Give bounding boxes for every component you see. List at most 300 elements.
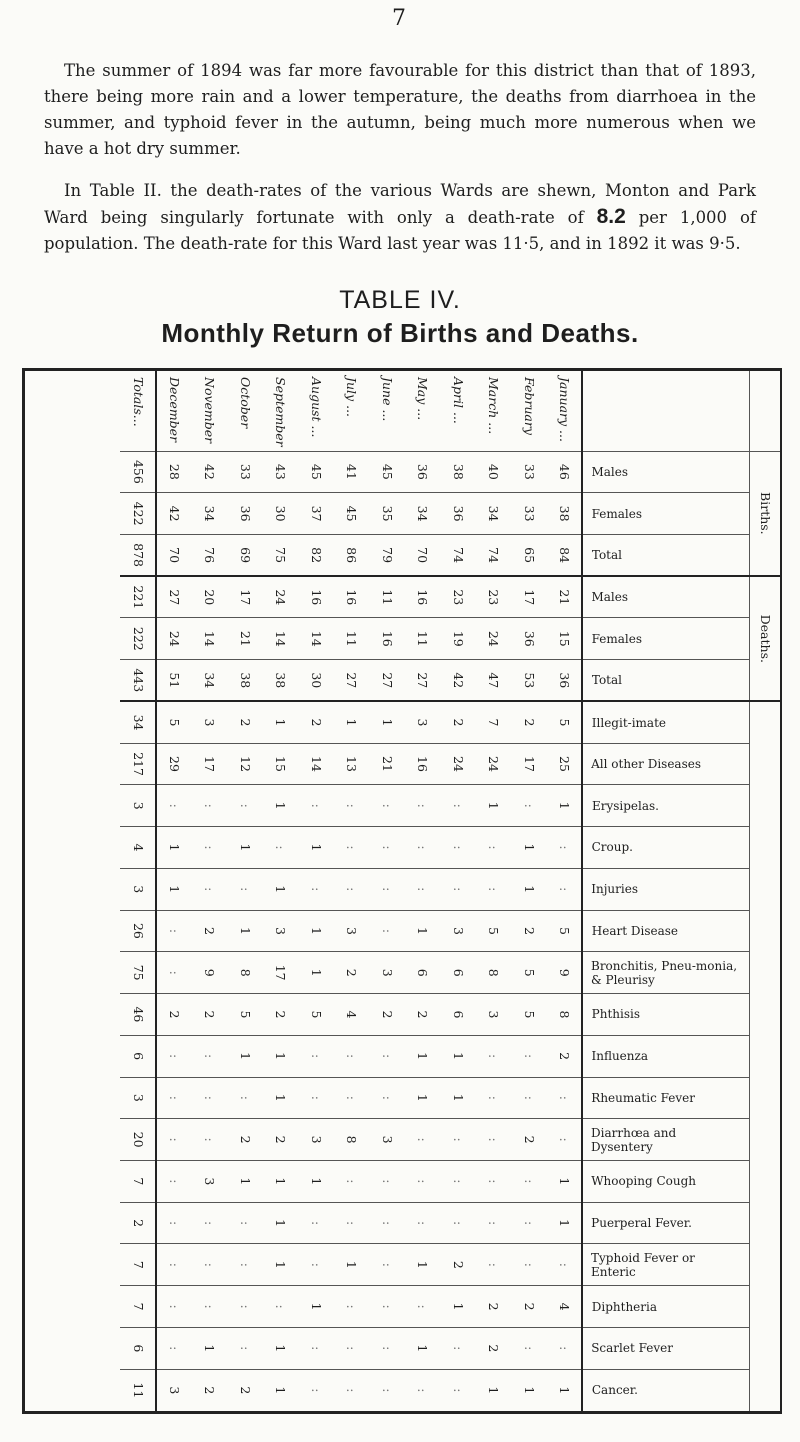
table-cell: 3 (192, 701, 228, 743)
table-cell: 28 (156, 451, 192, 493)
table-cell: 34 (476, 493, 512, 535)
table-cell: 8 (547, 994, 583, 1036)
column-header-label: Total (591, 673, 622, 688)
table-cell: 2 (263, 994, 299, 1036)
table-cell: : (156, 1244, 192, 1286)
table-cell: 7 (121, 1286, 157, 1328)
table-cell: : (476, 868, 512, 910)
table-cell: 1 (156, 868, 192, 910)
table-cell: : (156, 1286, 192, 1328)
column-header-label: Diphtheria (591, 1299, 657, 1314)
table-cell: 16 (405, 576, 441, 618)
table-cell: 1 (405, 910, 441, 952)
table-cell: 45 (369, 451, 405, 493)
table-row (405, 371, 441, 1411)
table-cell: 1 (547, 1369, 583, 1411)
table-cell: : (405, 1160, 441, 1202)
table-cell: 1 (334, 701, 370, 743)
table-cell: 2 (369, 994, 405, 1036)
page-number: 7 (392, 6, 406, 31)
table-cell: 47 (476, 660, 512, 702)
column-header-label: Croup. (591, 840, 633, 855)
table-cell: 5 (511, 952, 547, 994)
column-header (582, 1077, 750, 1119)
column-header-label: Total (591, 548, 622, 563)
table-cell: : (298, 1244, 334, 1286)
table-cell: 2 (227, 701, 263, 743)
table-cell: 14 (192, 618, 228, 660)
table-row (440, 371, 476, 1411)
table-cell: : (547, 868, 583, 910)
table-cell: 24 (476, 618, 512, 660)
column-header-label: Diarrhœa and Dysentery (591, 1125, 677, 1154)
table-cell: : (298, 785, 334, 827)
table-cell: 16 (298, 576, 334, 618)
column-header (582, 534, 750, 576)
table-cell: 1 (263, 785, 299, 827)
table-cell: 2 (227, 1119, 263, 1161)
table-row (156, 371, 192, 1411)
table-cell: 21 (227, 618, 263, 660)
table-cell: 8 (476, 952, 512, 994)
month-cell: November (202, 377, 218, 444)
group-header-row (750, 371, 781, 1411)
table-cell: 84 (547, 534, 583, 576)
table-cell: 3 (405, 701, 441, 743)
table-cell: : (192, 1119, 228, 1161)
table-cell: 1 (547, 1160, 583, 1202)
table-cell: 82 (298, 534, 334, 576)
table-cell: 79 (369, 534, 405, 576)
table-cell: 41 (334, 451, 370, 493)
table-cell: 2 (121, 1202, 157, 1244)
table-cell: : (192, 827, 228, 869)
table-cell: 1 (440, 1286, 476, 1328)
group-header-blank (750, 371, 781, 451)
table-cell: 23 (440, 576, 476, 618)
table-cell: : (156, 910, 192, 952)
table-cell: 45 (298, 451, 334, 493)
table-cell: 1 (405, 1244, 441, 1286)
table-cell: 6 (121, 1327, 157, 1369)
table-cell: : (547, 1077, 583, 1119)
table-cell: 1 (263, 1202, 299, 1244)
table-cell: 74 (440, 534, 476, 576)
table-cell: 1 (476, 785, 512, 827)
table-row (547, 371, 583, 1411)
table-cell: 16 (334, 576, 370, 618)
table-cell: : (156, 1327, 192, 1369)
table-cell: 3 (298, 1119, 334, 1161)
column-header (582, 1286, 750, 1328)
table-cell: : (369, 910, 405, 952)
table-cell: 46 (121, 994, 157, 1036)
table-cell: 20 (121, 1119, 157, 1161)
table-cell: : (440, 785, 476, 827)
table-cell: 38 (263, 660, 299, 702)
table-cell: 456 (121, 451, 157, 493)
table-cell: : (227, 1327, 263, 1369)
table-cell: 23 (476, 576, 512, 618)
column-header-label: Puerperal Fever. (591, 1216, 693, 1231)
monthly-return-table (22, 368, 782, 1414)
table-cell: 5 (547, 910, 583, 952)
table-cell: 24 (263, 576, 299, 618)
table-cell: : (511, 1327, 547, 1369)
table-cell: 1 (227, 827, 263, 869)
table-cell: : (369, 868, 405, 910)
table-cell: 36 (547, 660, 583, 702)
table-cell: 11 (334, 618, 370, 660)
table-cell: : (334, 1035, 370, 1077)
month-cell: April ... (451, 377, 466, 424)
table-cell: : (547, 1244, 583, 1286)
table-cell: 2 (511, 910, 547, 952)
table-row (263, 371, 299, 1411)
table-cell: : (298, 1369, 334, 1411)
table-cell: 25 (547, 743, 583, 785)
table-cell: 40 (476, 451, 512, 493)
table-cell: 5 (156, 701, 192, 743)
table-cell: : (440, 1202, 476, 1244)
table-cell: 5 (476, 910, 512, 952)
table-cell: 17 (511, 743, 547, 785)
column-header (582, 1369, 750, 1411)
table-cell: 5 (547, 701, 583, 743)
table-cell: 70 (405, 534, 441, 576)
table-cell: 75 (263, 534, 299, 576)
table-cell: 16 (405, 743, 441, 785)
table-cell: : (511, 785, 547, 827)
table-cell: : (334, 1202, 370, 1244)
month-cell: January ... (557, 377, 572, 442)
table-row (192, 371, 228, 1411)
column-header (582, 1035, 750, 1077)
table-cell: 1 (298, 1286, 334, 1328)
table-row (298, 371, 334, 1411)
table-cell: : (369, 1369, 405, 1411)
intro-p2-after: per 1,000 of population. The death-rate for this Ward last year was 11·5, and in 1892 it was 9·5. (44, 208, 756, 253)
table-row (476, 371, 512, 1411)
column-header-label: Influenza (591, 1049, 649, 1064)
table-cell: 1 (334, 1244, 370, 1286)
table-cell: 1 (298, 910, 334, 952)
table-cell: : (369, 1286, 405, 1328)
table-cell: 2 (192, 994, 228, 1036)
table-cell: 27 (156, 576, 192, 618)
births-group-header: Births. (750, 451, 781, 576)
table-cell: : (369, 1244, 405, 1286)
table-cell: 2 (334, 952, 370, 994)
table-cell: 3 (369, 952, 405, 994)
table-cell: 21 (547, 576, 583, 618)
column-header-label: Injuries (591, 882, 639, 897)
table-cell: 42 (156, 493, 192, 535)
table-cell: 36 (405, 451, 441, 493)
table-cell: 6 (405, 952, 441, 994)
totals-label: Totals... (121, 371, 157, 451)
column-header (582, 952, 750, 994)
table-cell: : (334, 1369, 370, 1411)
table-cell: 422 (121, 493, 157, 535)
table-cell: 14 (298, 618, 334, 660)
table-cell: : (440, 1327, 476, 1369)
column-header-label: Whooping Cough (591, 1174, 697, 1189)
month-cell: September (273, 377, 289, 447)
month-cell: December (167, 377, 183, 443)
table-cell: : (227, 1286, 263, 1328)
table-cell: : (156, 1035, 192, 1077)
table-row (334, 371, 370, 1411)
table-cell: 2 (298, 701, 334, 743)
column-header (582, 1160, 750, 1202)
table-cell: : (405, 827, 441, 869)
table-cell: 42 (192, 451, 228, 493)
month-cell: March ... (486, 377, 502, 435)
table-cell: : (369, 1035, 405, 1077)
table-cell: : (369, 1202, 405, 1244)
table-cell: 3 (121, 868, 157, 910)
column-header (582, 1244, 750, 1286)
column-header-label: All other Diseases (591, 757, 702, 771)
table-cell: 53 (511, 660, 547, 702)
table-cell: 38 (227, 660, 263, 702)
table-cell: : (227, 1202, 263, 1244)
table-cell: 36 (511, 618, 547, 660)
table-cell: : (192, 1202, 228, 1244)
table-cell: 2 (476, 1327, 512, 1369)
month-cell: October (238, 377, 253, 429)
table-cell: 1 (263, 1077, 299, 1119)
table-cell: 2 (405, 994, 441, 1036)
table-cell: : (192, 1286, 228, 1328)
table-cell: 12 (227, 743, 263, 785)
table-cell: 1 (405, 1035, 441, 1077)
table-cell: 9 (547, 952, 583, 994)
table-cell: 34 (192, 493, 228, 535)
table-cell: 11 (369, 576, 405, 618)
table-cell: : (156, 1119, 192, 1161)
table-cell: : (511, 1077, 547, 1119)
table-cell: : (334, 1286, 370, 1328)
table-cell: 76 (192, 534, 228, 576)
rotated-table-wrapper (25, 371, 780, 1411)
table-cell: 2 (192, 910, 228, 952)
causes-group-header-blank (750, 701, 781, 1411)
table-body (121, 371, 583, 1411)
table-cell: 36 (227, 493, 263, 535)
table-cell: : (192, 785, 228, 827)
table-cell: 34 (121, 701, 157, 743)
table-row (511, 371, 547, 1411)
table-cell: 43 (263, 451, 299, 493)
table-cell: : (334, 827, 370, 869)
column-header (582, 451, 750, 493)
table-cell: 1 (156, 827, 192, 869)
table-cell: 33 (511, 493, 547, 535)
intro-text (44, 58, 756, 257)
table-cell: 27 (334, 660, 370, 702)
table-cell: 6 (440, 994, 476, 1036)
column-header-label: Heart Disease (591, 923, 678, 938)
table-cell: 24 (440, 743, 476, 785)
column-header (582, 785, 750, 827)
table-cell: 17 (192, 743, 228, 785)
month-cell: July ... (344, 377, 360, 418)
table-cell: : (547, 1327, 583, 1369)
table-cell: 878 (121, 534, 157, 576)
table-cell: 4 (121, 827, 157, 869)
table-cell: : (156, 1160, 192, 1202)
column-header-label: Females (591, 631, 642, 646)
table-cell: 42 (440, 660, 476, 702)
month-cell: August ... (309, 377, 324, 438)
table-cell: : (192, 1035, 228, 1077)
table-cell: 1 (369, 701, 405, 743)
table-cell: 8 (334, 1119, 370, 1161)
table-cell: 1 (511, 868, 547, 910)
table-cell: 1 (263, 868, 299, 910)
table-cell: : (440, 827, 476, 869)
table-cell: 13 (334, 743, 370, 785)
column-header-label: Erysipelas. (591, 798, 659, 813)
table-cell: 34 (405, 493, 441, 535)
table-cell: 5 (511, 994, 547, 1036)
table-cell: 70 (156, 534, 192, 576)
table-cell: : (405, 785, 441, 827)
table-title: Monthly Return of Births and Deaths. (161, 318, 639, 348)
column-header (582, 827, 750, 869)
month-cell: June ... (380, 377, 395, 422)
table-cell: : (227, 785, 263, 827)
table-cell: 30 (298, 660, 334, 702)
table-cell: 33 (511, 451, 547, 493)
table-cell: 1 (263, 1369, 299, 1411)
table-cell: 3 (192, 1160, 228, 1202)
table-cell: 7 (121, 1244, 157, 1286)
table-cell: : (440, 1160, 476, 1202)
table-cell: 2 (440, 1244, 476, 1286)
column-header (582, 1119, 750, 1161)
intro-p2-before: In Table II. the death-rates of the various Wards are shewn, Monton and Park Ward being singularly fortunate with only a death-rate of (44, 181, 756, 227)
table-cell: 26 (121, 910, 157, 952)
table-cell: : (369, 1160, 405, 1202)
table-cell: 1 (440, 1035, 476, 1077)
table-cell: 3 (476, 994, 512, 1036)
table-cell: : (298, 1327, 334, 1369)
table-cell: 17 (227, 576, 263, 618)
table-cell: 1 (440, 1077, 476, 1119)
table-cell: 2 (263, 1119, 299, 1161)
table-cell: 51 (156, 660, 192, 702)
table-cell: 4 (547, 1286, 583, 1328)
table-cell: : (547, 1119, 583, 1161)
table-cell: : (227, 1077, 263, 1119)
table-cell: 65 (511, 534, 547, 576)
table-cell: 3 (263, 910, 299, 952)
table-cell: 38 (440, 451, 476, 493)
table-cell: 69 (227, 534, 263, 576)
table-cell: 11 (405, 618, 441, 660)
intro-paragraph-2 (44, 178, 756, 257)
table-cell: 3 (334, 910, 370, 952)
table-cell: 27 (369, 660, 405, 702)
table-cell: 1 (263, 1035, 299, 1077)
table-cell: 36 (440, 493, 476, 535)
table-cell: : (369, 785, 405, 827)
table-cell: : (192, 1244, 228, 1286)
table-cell: : (440, 1369, 476, 1411)
column-header (582, 994, 750, 1036)
table-cell: 86 (334, 534, 370, 576)
table-cell: : (476, 1244, 512, 1286)
table-label: TABLE IV. (339, 286, 461, 314)
table-cell: 1 (547, 785, 583, 827)
column-header-label: Scarlet Fever (591, 1341, 674, 1356)
month-cell: May ... (415, 377, 431, 421)
table-cell: 34 (192, 660, 228, 702)
table-cell: : (440, 1119, 476, 1161)
column-header (582, 1202, 750, 1244)
table-cell: 37 (298, 493, 334, 535)
table-cell: : (511, 1202, 547, 1244)
table-cell: 33 (227, 451, 263, 493)
table-cell: : (156, 952, 192, 994)
table-cell: 35 (369, 493, 405, 535)
table-cell: 20 (192, 576, 228, 618)
monton-death-rate: 8.2 (596, 205, 626, 228)
totals-row (121, 371, 157, 1411)
table-cell: 17 (511, 576, 547, 618)
table-cell: 1 (476, 1369, 512, 1411)
table-cell: 1 (511, 827, 547, 869)
table-cell: : (263, 827, 299, 869)
table-cell: 221 (121, 576, 157, 618)
column-header (582, 743, 750, 785)
table-cell: : (405, 1202, 441, 1244)
table-cell: 1 (405, 1077, 441, 1119)
table-cell: : (334, 868, 370, 910)
table-cell: 2 (192, 1369, 228, 1411)
table-cell: : (334, 1160, 370, 1202)
table-cell: : (298, 1202, 334, 1244)
table-cell: 3 (121, 1077, 157, 1119)
table-cell: 2 (227, 1369, 263, 1411)
table-cell: 1 (298, 827, 334, 869)
table-cell: : (476, 1035, 512, 1077)
table-cell: 1 (298, 1160, 334, 1202)
table-cell: 2 (476, 1286, 512, 1328)
column-header (582, 701, 750, 743)
table-cell: 7 (121, 1160, 157, 1202)
table-cell: 222 (121, 618, 157, 660)
table-cell: 4 (334, 994, 370, 1036)
column-header (582, 910, 750, 952)
table-cell: : (476, 1077, 512, 1119)
column-header-row (582, 371, 750, 1411)
table-cell: 6 (121, 1035, 157, 1077)
column-header-label: Typhoid Fever or Enteric (591, 1250, 696, 1279)
table-cell: 3 (121, 785, 157, 827)
table-cell: 5 (298, 994, 334, 1036)
table-cell: : (298, 1077, 334, 1119)
column-header (582, 660, 750, 702)
column-header-label: Rheumatic Fever (591, 1090, 696, 1105)
table-cell: 46 (547, 451, 583, 493)
month-cell: February (522, 377, 537, 435)
table-cell: 24 (156, 618, 192, 660)
table-cell: : (511, 1244, 547, 1286)
